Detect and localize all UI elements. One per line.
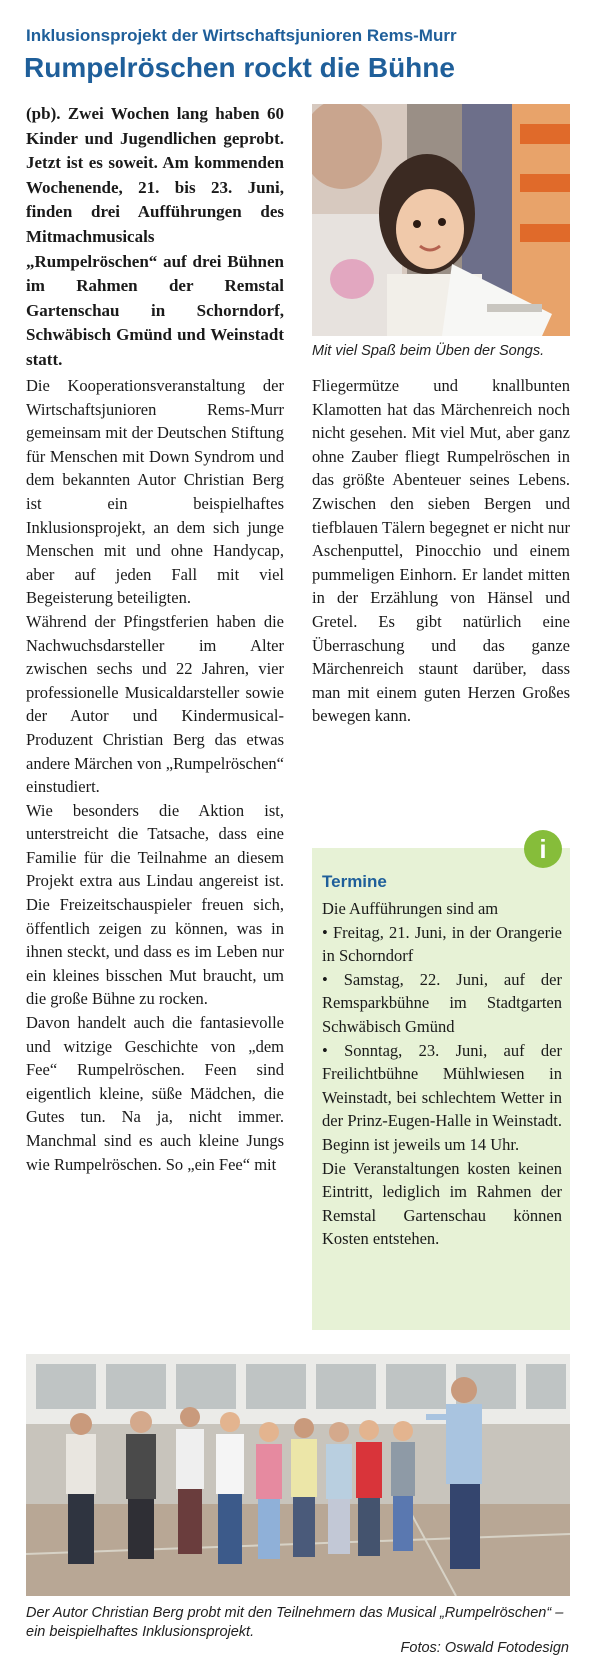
info-icon: i: [524, 830, 562, 868]
body-paragraph: Während der Pfingstferien haben die Nachwuchsdarsteller im Alter zwischen sechs und 22 Jahren, vier professionelle Musicaldarsteller sowie der Autor und Kindermusical-Produzent Christian Berg das etwas andere Märchen von „Rumpelröschen“ einstudiert.: [26, 611, 284, 797]
info-line: Die Veranstaltungen kosten keinen Eintritt, lediglich im Rahmen der Remstal Gartenschau können Kosten entstehen.: [322, 1158, 562, 1249]
article-headline: Rumpelröschen rockt die Bühne: [24, 52, 455, 83]
body-column-right: [312, 374, 570, 728]
info-line: • Freitag, 21. Juni, in der Orangerie in Schorndorf: [322, 922, 562, 966]
photo-girl-with-songbook: [312, 104, 570, 336]
info-box-title: Termine: [322, 872, 387, 891]
article-lead: (pb). Zwei Wochen lang haben 60 Kinder und Jugendlichen geprobt. Jetzt ist es soweit. Am kommenden Wochenende, 21. bis 23. Juni, finden drei Aufführungen des Mitmachmusicals „Rumpelröschen“ auf drei Bühnen im Rahmen der Remstal Gartenschau in Schorndorf, Schwäbisch Gmünd und Weinstadt statt.: [26, 104, 284, 369]
article-kicker: Inklusionsprojekt der Wirtschaftsjunioren Rems-Murr: [26, 26, 457, 45]
info-line: • Samstag, 22. Juni, auf der Remsparkbühne im Stadtgarten Schwäbisch Gmünd: [322, 969, 562, 1036]
photo-credit: Fotos: Oswald Fotodesign: [400, 1640, 569, 1656]
info-line: • Sonntag, 23. Juni, auf der Freilichtbühne Mühlwiesen in Weinstadt, bei schlechtem Wetter in der Prinz-Eugen-Halle in Weinstadt. Beginn ist jeweils um 14 Uhr.: [322, 1040, 562, 1154]
body-paragraph: Davon handelt auch die fantasievolle und witzige Geschichte von „dem Fee“ Rumpelröschen. Feen sind eigentlich kleine, süße Mädchen, die Gutes tun. Na ja, nicht immer. Manchmal sind es auch kleine Jungs wie Rumpelröschen. So „ein Fee“ mit: [26, 1013, 284, 1174]
info-line: Die Aufführungen sind am: [322, 899, 499, 918]
photo-rehearsal-group: [26, 1354, 570, 1596]
body-paragraph: Die Kooperationsveranstaltung der Wirtschaftsjunioren Rems-Murr gemeinsam mit der Deutschen Stiftung für Menschen mit Down Syndrom und dem bekannten Autor Christian Berg ist ein beispielhaftes Inklusionsprojekt, an dem sich junge Menschen mit und ohne Handycap, aber auf jeden Fall mit viel Begeisterung beteiligten.: [26, 376, 284, 608]
photo-caption-bottom: Der Autor Christian Berg probt mit den Teilnehmern das Musical „Rumpelröschen“ – ein beispielhaftes Inklusionsprojekt.: [26, 1605, 564, 1640]
body-column-left: [26, 374, 284, 1176]
body-paragraph: Fliegermütze und knallbunten Klamotten hat das Märchenreich noch nicht gesehen. Mit viel Mut, aber ganz ohne Zauber fliegt Rumpelröschen in das größte Abenteuer seines Lebens. Zwischen den sieben Bergen und tiefblauen Tälern begegnet er nicht nur Aschenputtel, Pinocchio und einem pummeligen Einhorn. Er landet mitten in der Erzählung von Hänsel und Gretel. Es gibt natürlich eine Überraschung und das ganze Märchenreich staunt darüber, dass man mit einem guten Herzen Großes bewegen kann.: [312, 376, 570, 726]
body-paragraph: Wie besonders die Aktion ist, unterstreicht die Tatsache, dass eine Familie für die Teilnahme an diesem Projekt extra aus Lindau angereist ist. Die Freizeitschauspieler freuen sich, öffentlich zeigen zu können, was in ihnen steckt, und dass es im Leben nur ein kleines bisschen Mut braucht, um die große Bühne zu rocken.: [26, 800, 284, 1009]
info-box-body: [322, 897, 562, 1251]
photo-caption-top: Mit viel Spaß beim Üben der Songs.: [312, 343, 545, 359]
